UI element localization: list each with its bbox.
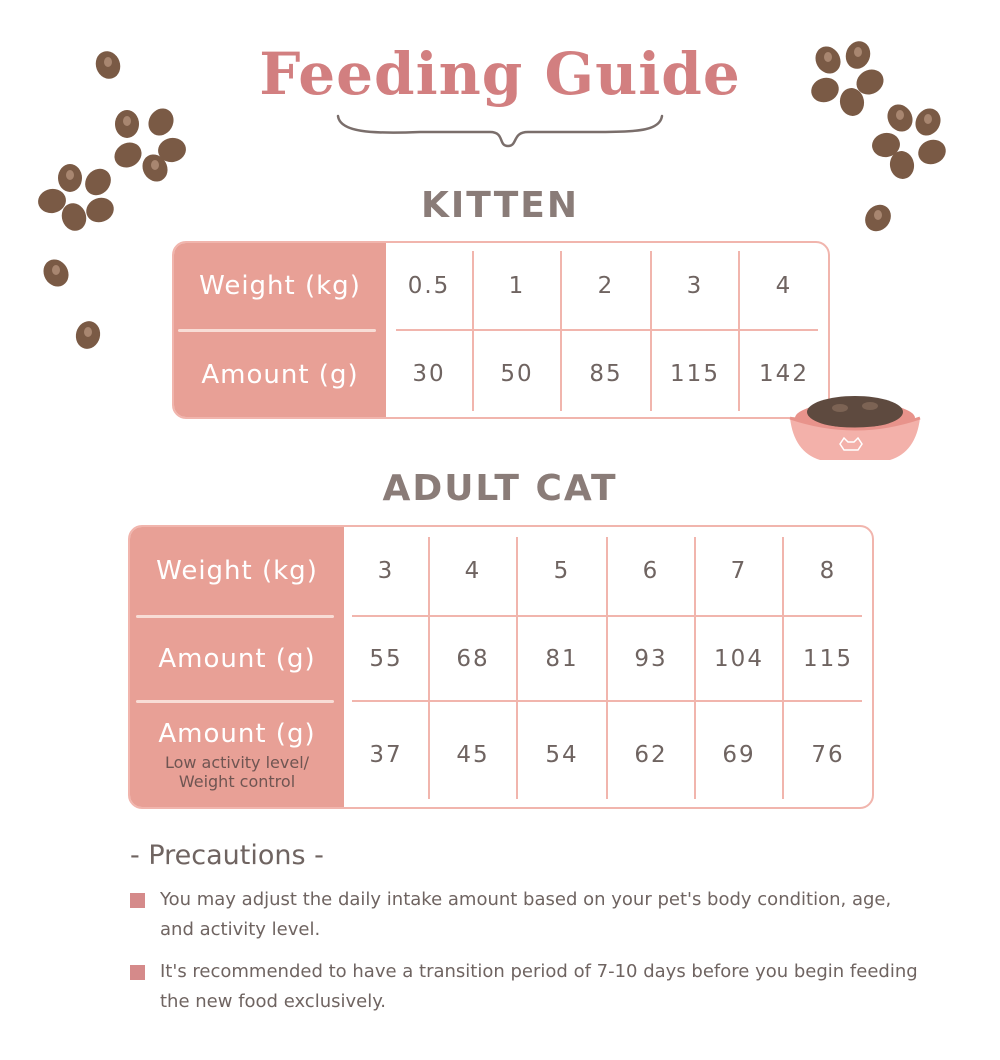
kitten-amount-cell: 30	[412, 361, 446, 387]
adult-amount-low-label	[130, 705, 344, 805]
adult-amount-low-cell: 45	[456, 741, 490, 768]
food-bowl-illustration	[780, 388, 930, 468]
adult-weight-cell: 6	[642, 558, 660, 584]
title-underline-swash	[330, 110, 670, 150]
kitten-weight-cell: 1	[508, 273, 526, 299]
square-bullet-icon	[130, 893, 145, 908]
precaution-text: You may adjust the daily intake amount based on your pet's body condition, age, and activity level.	[160, 889, 892, 940]
precaution-item	[130, 885, 930, 945]
adult-heading: ADULT CAT	[382, 468, 618, 509]
adult-header-column	[130, 527, 344, 807]
kitten-table	[172, 241, 830, 419]
adult-amount-cell: 81	[545, 645, 579, 672]
square-bullet-icon	[130, 965, 145, 980]
kitten-amount-label: Amount (g)	[201, 359, 359, 390]
adult-amount-low-cell: 69	[722, 741, 756, 768]
kitten-amount-cell: 85	[589, 361, 623, 387]
adult-weight-cell: 5	[553, 558, 571, 584]
adult-amount-cell: 115	[803, 645, 853, 672]
adult-amount-label: Amount (g)	[158, 644, 316, 674]
kitten-weight-cell: 2	[597, 273, 615, 299]
kitten-weight-cell: 4	[775, 273, 793, 299]
adult-header-divider	[136, 700, 334, 703]
adult-weight-cell: 7	[730, 558, 748, 584]
adult-amount-cell: 68	[456, 645, 490, 672]
adult-weight-cell: 3	[377, 558, 395, 584]
kitten-weight-label: Weight (kg)	[199, 271, 361, 301]
adult-amount-low-cell: 62	[634, 741, 668, 768]
kitten-heading: KITTEN	[421, 185, 579, 226]
adult-amount-low-cell: 54	[545, 741, 579, 768]
precautions-heading: - Precautions -	[130, 840, 324, 871]
adult-amount-cell: 93	[634, 645, 668, 672]
adult-amount-cell: 55	[369, 645, 403, 672]
page-title: Feeding Guide	[259, 40, 741, 108]
kitten-amount-cell: 50	[500, 361, 534, 387]
adult-amount-cell: 104	[714, 645, 764, 672]
adult-weight-cell: 4	[464, 558, 482, 584]
kitten-amount-cell: 115	[670, 361, 720, 387]
kitten-weight-cell: 0.5	[407, 273, 451, 299]
adult-amount-low-subtitle: Low activity level/ Weight control	[164, 753, 310, 791]
kitten-header-column	[174, 243, 386, 417]
precaution-item	[130, 957, 930, 1017]
adult-weight-cell: 8	[819, 558, 837, 584]
adult-amount-low-cell: 37	[369, 741, 403, 768]
adult-table	[128, 525, 874, 809]
adult-weight-label: Weight (kg)	[156, 556, 318, 586]
kitten-weight-cell: 3	[686, 273, 704, 299]
precaution-text: It's recommended to have a transition period of 7-10 days before you begin feeding the new food exclusively.	[160, 961, 918, 1012]
kitten-amount-cell: 142	[759, 361, 809, 387]
adult-amount-low-title: Amount (g)	[158, 719, 316, 749]
adult-amount-low-cell: 76	[811, 741, 845, 768]
